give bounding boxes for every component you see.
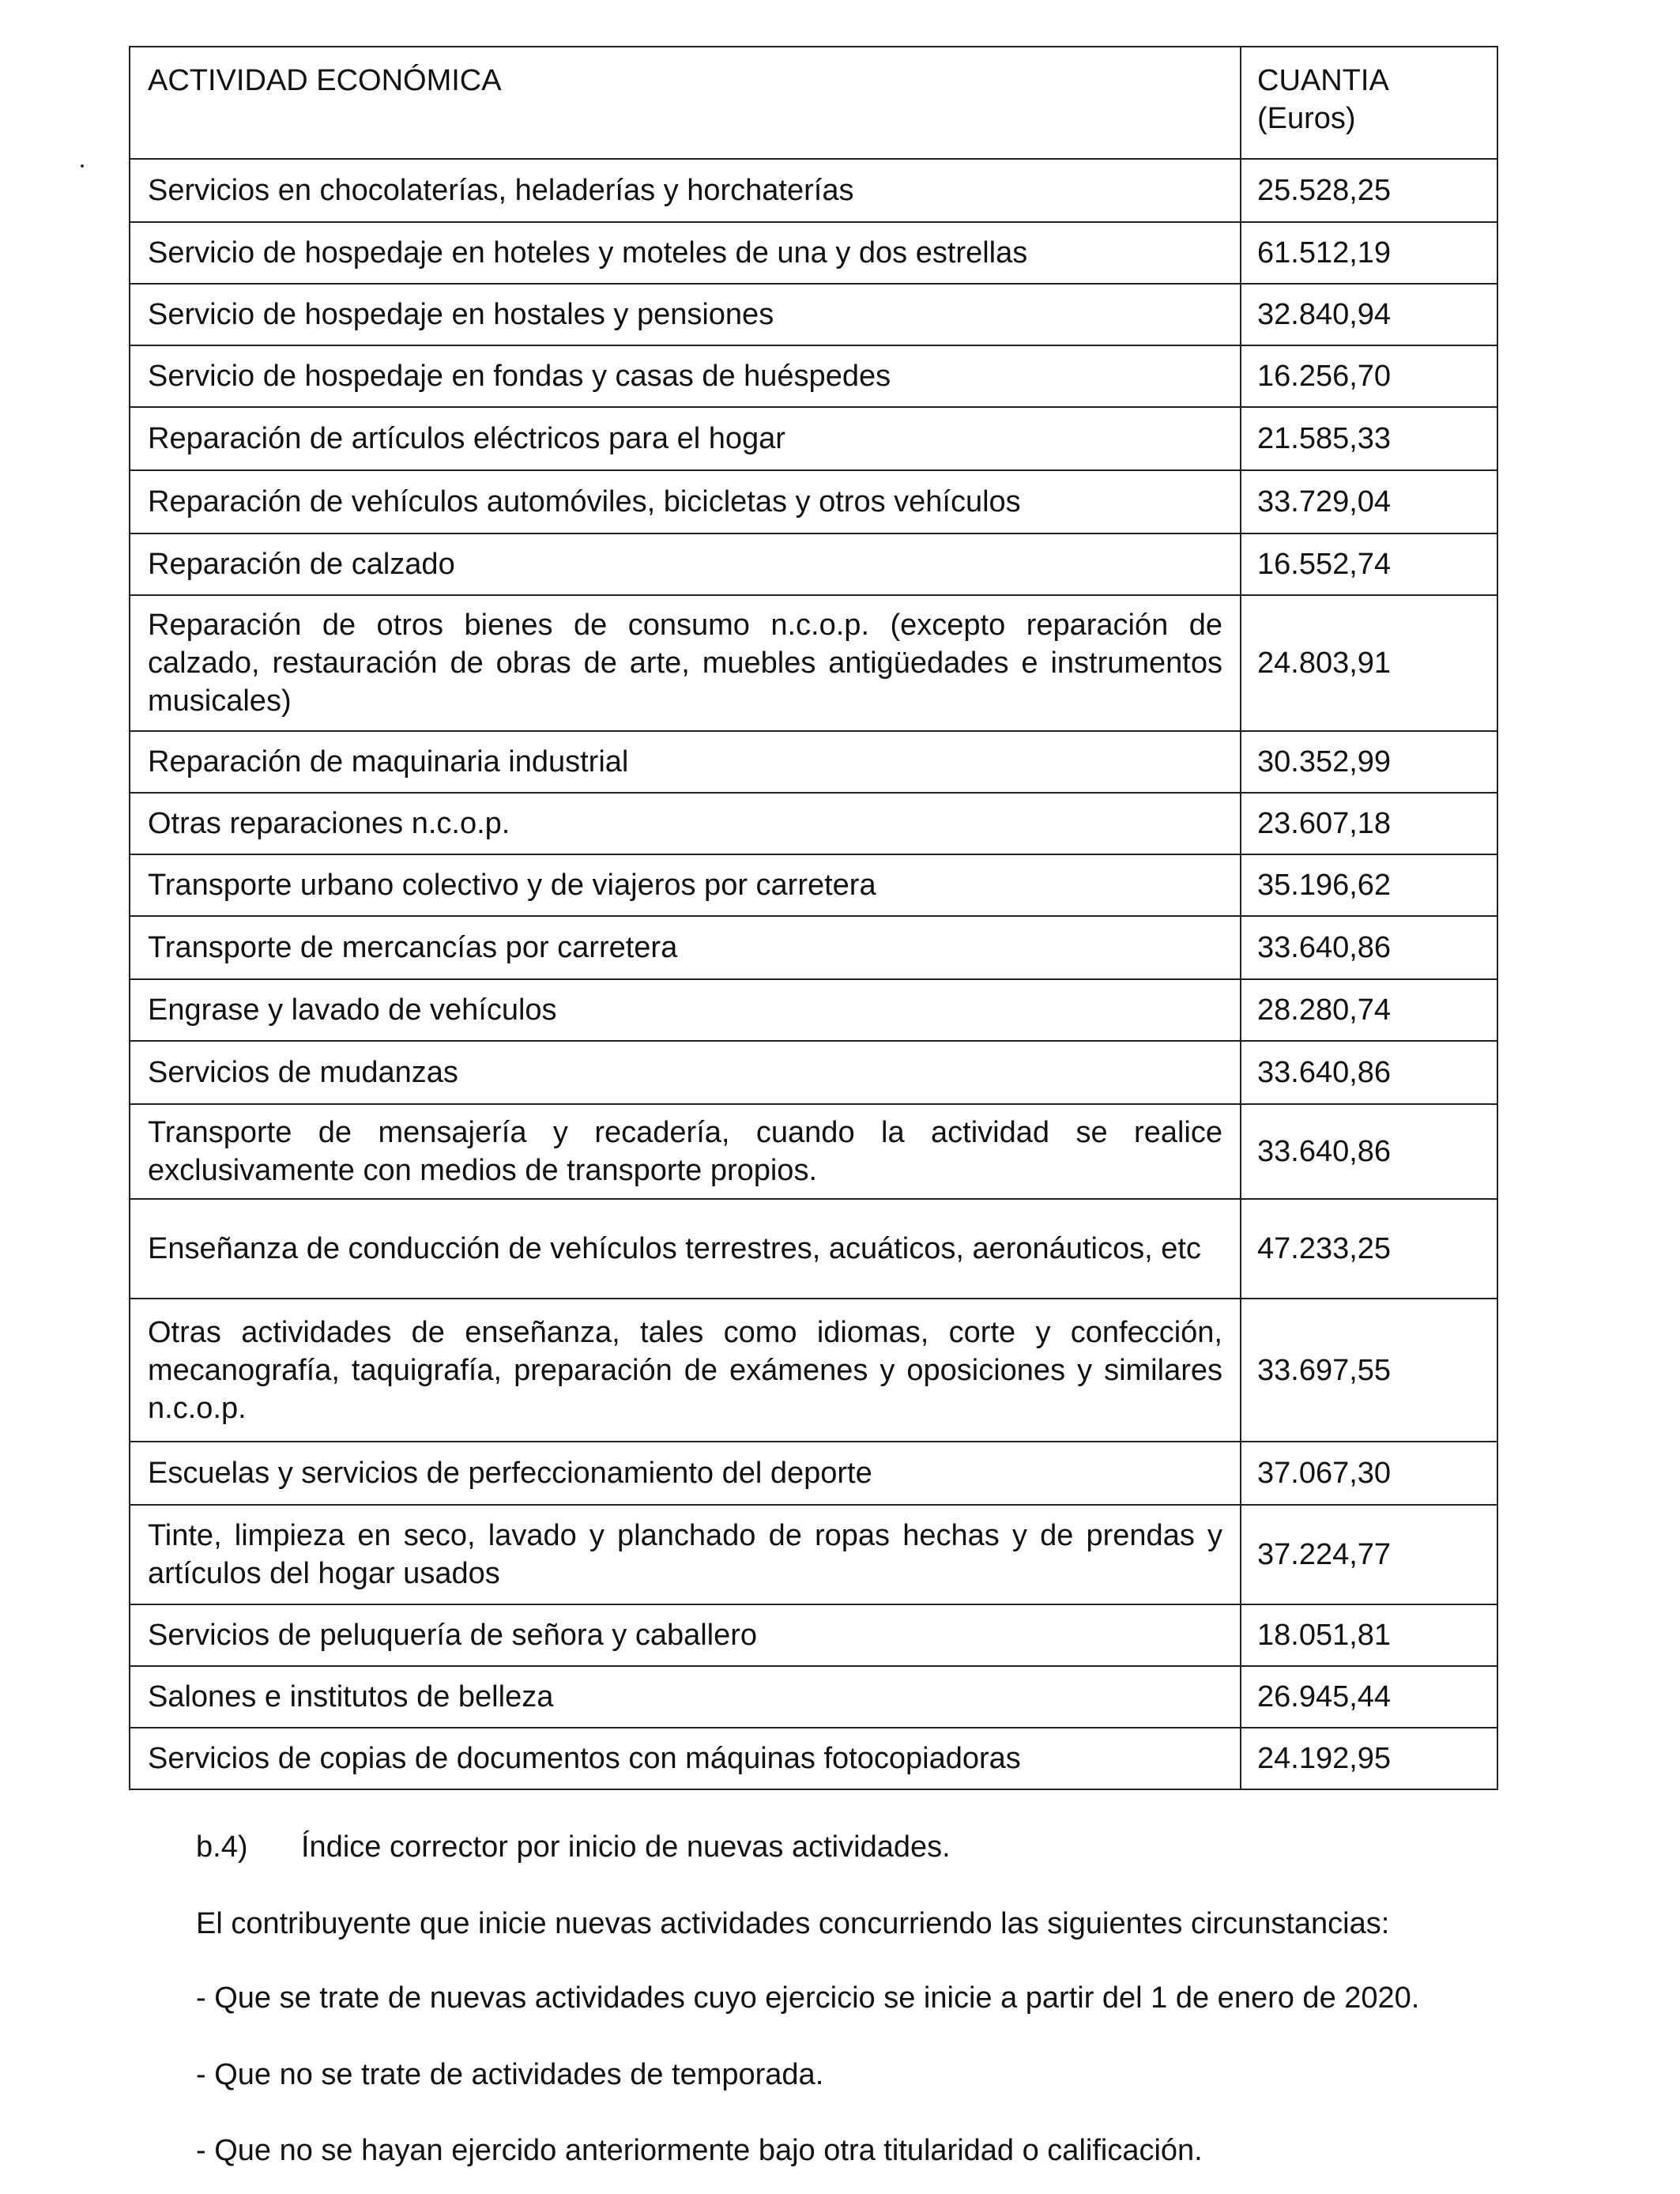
activity-cell: Reparación de maquinaria industrial: [130, 731, 1241, 793]
amount-cell: 24.803,91: [1241, 595, 1497, 731]
amount-cell: 61.512,19: [1241, 222, 1497, 284]
amount-cell: 33.640,86: [1241, 1041, 1497, 1104]
activity-cell: Servicios de mudanzas: [130, 1041, 1241, 1104]
table-row: [130, 854, 1497, 916]
activity-cell: Salones e institutos de belleza: [130, 1666, 1241, 1728]
table-row: [130, 1104, 1497, 1199]
section-label: b.4): [196, 1830, 248, 1864]
activity-cell: Otras reparaciones n.c.o.p.: [130, 793, 1241, 854]
activity-cell: Reparación de calzado: [130, 533, 1241, 595]
amount-cell: 47.233,25: [1241, 1199, 1497, 1299]
amount-cell: 32.840,94: [1241, 284, 1497, 345]
header-activity: ACTIVIDAD ECONÓMICA: [130, 47, 1241, 159]
table-row: [130, 1505, 1497, 1604]
amount-cell: 35.196,62: [1241, 854, 1497, 916]
amount-cell: 30.352,99: [1241, 731, 1497, 793]
activity-cell: Servicio de hospedaje en fondas y casas de huéspedes: [130, 345, 1241, 407]
table-row: [130, 222, 1497, 284]
table-header-row: [130, 47, 1497, 159]
activity-cell: Servicio de hospedaje en hoteles y moteles de una y dos estrellas: [130, 222, 1241, 284]
table-row: [130, 407, 1497, 470]
activity-cell: Escuelas y servicios de perfeccionamiento del deporte: [130, 1442, 1241, 1505]
table-row: [130, 1199, 1497, 1299]
table-row: [130, 595, 1497, 731]
amount-cell: 33.729,04: [1241, 470, 1497, 533]
amount-cell: 28.280,74: [1241, 979, 1497, 1041]
table-row: [130, 1041, 1497, 1104]
amount-cell: 37.067,30: [1241, 1442, 1497, 1505]
activity-cell: Reparación de artículos eléctricos para el hogar: [130, 407, 1241, 470]
table-row: [130, 470, 1497, 533]
activity-cell: Servicios de peluquería de señora y caballero: [130, 1604, 1241, 1666]
amount-cell: 16.552,74: [1241, 533, 1497, 595]
activity-cell: Otras actividades de enseñanza, tales como idiomas, corte y confección, mecanografía, taquigrafía, preparación de exámenes y oposiciones y similares n.c.o.p.: [130, 1299, 1241, 1442]
table-row: [130, 284, 1497, 345]
activity-cell: Servicios de copias de documentos con máquinas fotocopiadoras: [130, 1728, 1241, 1789]
table-row: [130, 1666, 1497, 1728]
activity-cell: Reparación de otros bienes de consumo n.c.o.p. (excepto reparación de calzado, restauración de obras de arte, muebles antigüedades e instrumentos musicales): [130, 595, 1241, 731]
table-row: [130, 1299, 1497, 1442]
table-row: [130, 533, 1497, 595]
amount-cell: 33.640,86: [1241, 1104, 1497, 1199]
activity-amount-table: [129, 46, 1498, 1790]
stray-dot: [81, 164, 84, 168]
paragraph-condition-2: - Que no se trate de actividades de temporada.: [196, 2058, 824, 2091]
paragraph-condition-3: - Que no se hayan ejercido anteriormente bajo otra titularidad o calificación.: [196, 2134, 1203, 2167]
amount-cell: 21.585,33: [1241, 407, 1497, 470]
amount-cell: 37.224,77: [1241, 1505, 1497, 1604]
header-amount-unit: (Euros): [1257, 102, 1356, 135]
table-row: [130, 1728, 1497, 1789]
table-row: [130, 1442, 1497, 1505]
activity-cell: Enseñanza de conducción de vehículos terrestres, acuáticos, aeronáuticos, etc: [130, 1199, 1241, 1299]
table-row: [130, 159, 1497, 222]
amount-cell: 25.528,25: [1241, 159, 1497, 222]
activity-cell: Engrase y lavado de vehículos: [130, 979, 1241, 1041]
amount-cell: 24.192,95: [1241, 1728, 1497, 1789]
amount-cell: 16.256,70: [1241, 345, 1497, 407]
header-amount-label: CUANTIA: [1257, 64, 1389, 97]
table-row: [130, 731, 1497, 793]
activity-cell: Servicio de hospedaje en hostales y pensiones: [130, 284, 1241, 345]
paragraph-condition-1: - Que se trate de nuevas actividades cuyo ejercicio se inicie a partir del 1 de enero de 2020.: [196, 1981, 1420, 2015]
table-row: [130, 979, 1497, 1041]
amount-cell: 33.697,55: [1241, 1299, 1497, 1442]
activity-cell: Transporte de mercancías por carretera: [130, 916, 1241, 979]
amount-cell: 18.051,81: [1241, 1604, 1497, 1666]
table-row: [130, 345, 1497, 407]
amount-cell: 23.607,18: [1241, 793, 1497, 854]
activity-cell: Reparación de vehículos automóviles, bicicletas y otros vehículos: [130, 470, 1241, 533]
table-row: [130, 793, 1497, 854]
table-row: [130, 916, 1497, 979]
section-title: Índice corrector por inicio de nuevas actividades.: [301, 1830, 951, 1864]
activity-cell: Servicios en chocolaterías, heladerías y horchaterías: [130, 159, 1241, 222]
header-amount: [1241, 47, 1497, 159]
activity-cell: Transporte urbano colectivo y de viajeros por carretera: [130, 854, 1241, 916]
table-row: [130, 1604, 1497, 1666]
activity-cell: Transporte de mensajería y recadería, cuando la actividad se realice exclusivamente con medios de transporte propios.: [130, 1104, 1241, 1199]
amount-cell: 26.945,44: [1241, 1666, 1497, 1728]
amount-cell: 33.640,86: [1241, 916, 1497, 979]
paragraph-intro: El contribuyente que inicie nuevas actividades concurriendo las siguientes circunstancias:: [196, 1907, 1390, 1940]
activity-cell: Tinte, limpieza en seco, lavado y planchado de ropas hechas y de prendas y artículos del hogar usados: [130, 1505, 1241, 1604]
